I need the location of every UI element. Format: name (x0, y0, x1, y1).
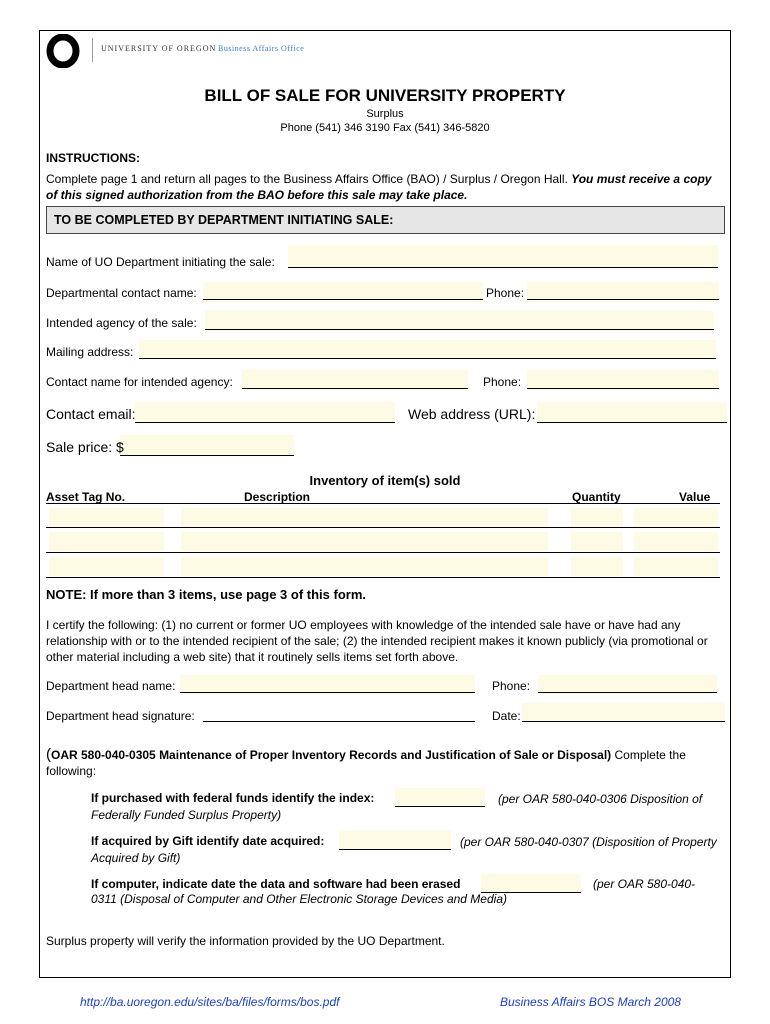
certify-text: I certify the following: (1) no current or former UO employees with knowledge of the intended sale have or have had any relationship with or to the intended recipient of the sale; (2) the intended recipient makes it known publicly (via promotional or other material including a web site) that it routinely sells items set forth above. (46, 618, 708, 664)
computer-ref-2: 0311 (Disposal of Computer and Other Electronic Storage Devices and Media) (91, 892, 507, 906)
head-phone-label: Phone: (492, 679, 531, 693)
oar-heading-bold: OAR 580-040-0305 Maintenance of Proper Inventory Records and Justification of Sale or Disposal) (51, 748, 612, 762)
agency-label: Intended agency of the sale: (46, 316, 197, 330)
footer-version: Business Affairs BOS March 2008 (500, 995, 681, 1009)
note-text: NOTE: If more than 3 items, use page 3 of this form. (46, 587, 366, 602)
logo-office-name: Business Affairs Office (218, 44, 305, 53)
price-line (120, 455, 294, 456)
mailing-line (139, 358, 716, 359)
head-signature-label: Department head signature: (46, 709, 195, 723)
inventory-heading: Inventory of item(s) sold (309, 473, 461, 488)
agency-phone-line (527, 388, 719, 389)
agency-contact-input[interactable] (242, 370, 468, 390)
agency-contact-label: Contact name for intended agency: (46, 375, 233, 389)
contact-name-label: Departmental contact name: (46, 286, 197, 300)
head-phone-line (538, 692, 717, 693)
row1-value-input[interactable] (634, 508, 718, 527)
agency-phone-label: Phone: (483, 375, 522, 389)
oar-heading (46, 747, 728, 779)
logo-divider (92, 38, 93, 62)
oar-paren: ( (46, 746, 51, 763)
row1-line (46, 527, 720, 528)
row1-desc-input[interactable] (181, 508, 548, 527)
mailing-input[interactable] (139, 340, 716, 360)
university-logo-icon (46, 34, 80, 68)
mailing-label: Mailing address: (46, 345, 134, 359)
agency-contact-line (242, 388, 468, 389)
row2-value-input[interactable] (634, 532, 718, 551)
section-heading: TO BE COMPLETED BY DEPARTMENT INITIATING SALE: (54, 213, 394, 227)
col-quantity: Quantity (572, 490, 621, 504)
date-input[interactable] (522, 703, 725, 722)
head-name-line (180, 692, 475, 693)
email-input[interactable] (135, 402, 395, 424)
row1-asset-input[interactable] (49, 508, 164, 527)
computer-label: If computer, indicate date the data and software had been erased (91, 877, 461, 891)
head-name-label: Department head name: (46, 679, 176, 693)
row3-line (46, 577, 720, 578)
computer-ref-1: (per OAR 580-040- (593, 877, 696, 891)
col-value: Value (679, 490, 711, 504)
head-signature-line[interactable] (203, 721, 475, 722)
gift-ref: (per OAR 580-040-0307 (Disposition of Property Acquired by Gift) (91, 835, 717, 865)
email-line (135, 422, 395, 423)
subtitle: Surplus (366, 108, 404, 120)
row2-desc-input[interactable] (181, 532, 548, 551)
row2-qty-input[interactable] (571, 532, 623, 551)
logo-university-name: UNIVERSITY OF OREGON (101, 44, 217, 53)
instructions-emphasis: You must receive a copy of this signed authorization from the BAO before this sale may take place. (46, 172, 712, 202)
dept-name-line (288, 267, 718, 268)
row2-line (46, 552, 720, 553)
instructions-heading: INSTRUCTIONS: (46, 151, 140, 165)
dept-name-input[interactable] (288, 245, 718, 267)
date-line (522, 721, 725, 722)
web-line (537, 422, 727, 423)
price-input[interactable] (120, 435, 294, 455)
row3-asset-input[interactable] (49, 557, 164, 576)
federal-ref: (per OAR 580-040-0306 Disposition of Federally Funded Surplus Property) (91, 792, 703, 822)
agency-input[interactable] (205, 311, 714, 331)
contact-phone-label: Phone: (486, 286, 525, 300)
date-label: Date: (492, 709, 521, 723)
instructions-text (46, 171, 726, 203)
contact-phone-line (527, 299, 719, 300)
row3-desc-input[interactable] (181, 557, 548, 576)
row1-qty-input[interactable] (571, 508, 623, 527)
federal-label: If purchased with federal funds identify the index: (91, 791, 375, 805)
contact-name-line (203, 299, 483, 300)
gift-label: If acquired by Gift identify date acquired: (91, 834, 325, 848)
row3-qty-input[interactable] (571, 557, 623, 576)
phone-fax: Phone (541) 346 3190 Fax (541) 346-5820 (280, 122, 490, 134)
web-input[interactable] (537, 402, 727, 424)
verify-text: Surplus property will verify the information provided by the UO Department. (46, 934, 445, 948)
oar-heading-rest: Complete the following: (46, 748, 686, 778)
page-title: BILL OF SALE FOR UNIVERSITY PROPERTY (204, 86, 566, 105)
email-label: Contact email: (46, 406, 136, 422)
instructions-body: Complete page 1 and return all pages to the Business Affairs Office (BAO) / Surplus / Oregon Hall. (46, 172, 572, 186)
agency-phone-input[interactable] (527, 370, 719, 390)
col-asset-tag: Asset Tag No. (46, 490, 126, 504)
price-label: Sale price: $ (46, 439, 124, 455)
row3-value-input[interactable] (634, 557, 718, 576)
footer-url[interactable]: http://ba.uoregon.edu/sites/ba/files/forms/bos.pdf (80, 995, 340, 1009)
row2-asset-input[interactable] (49, 532, 164, 551)
computer-date-input[interactable] (481, 874, 581, 893)
web-label: Web address (URL): (408, 406, 536, 422)
col-description: Description (244, 490, 311, 504)
inventory-header-line (46, 503, 720, 504)
dept-name-label: Name of UO Department initiating the sale: (46, 255, 275, 269)
agency-line (205, 329, 714, 330)
